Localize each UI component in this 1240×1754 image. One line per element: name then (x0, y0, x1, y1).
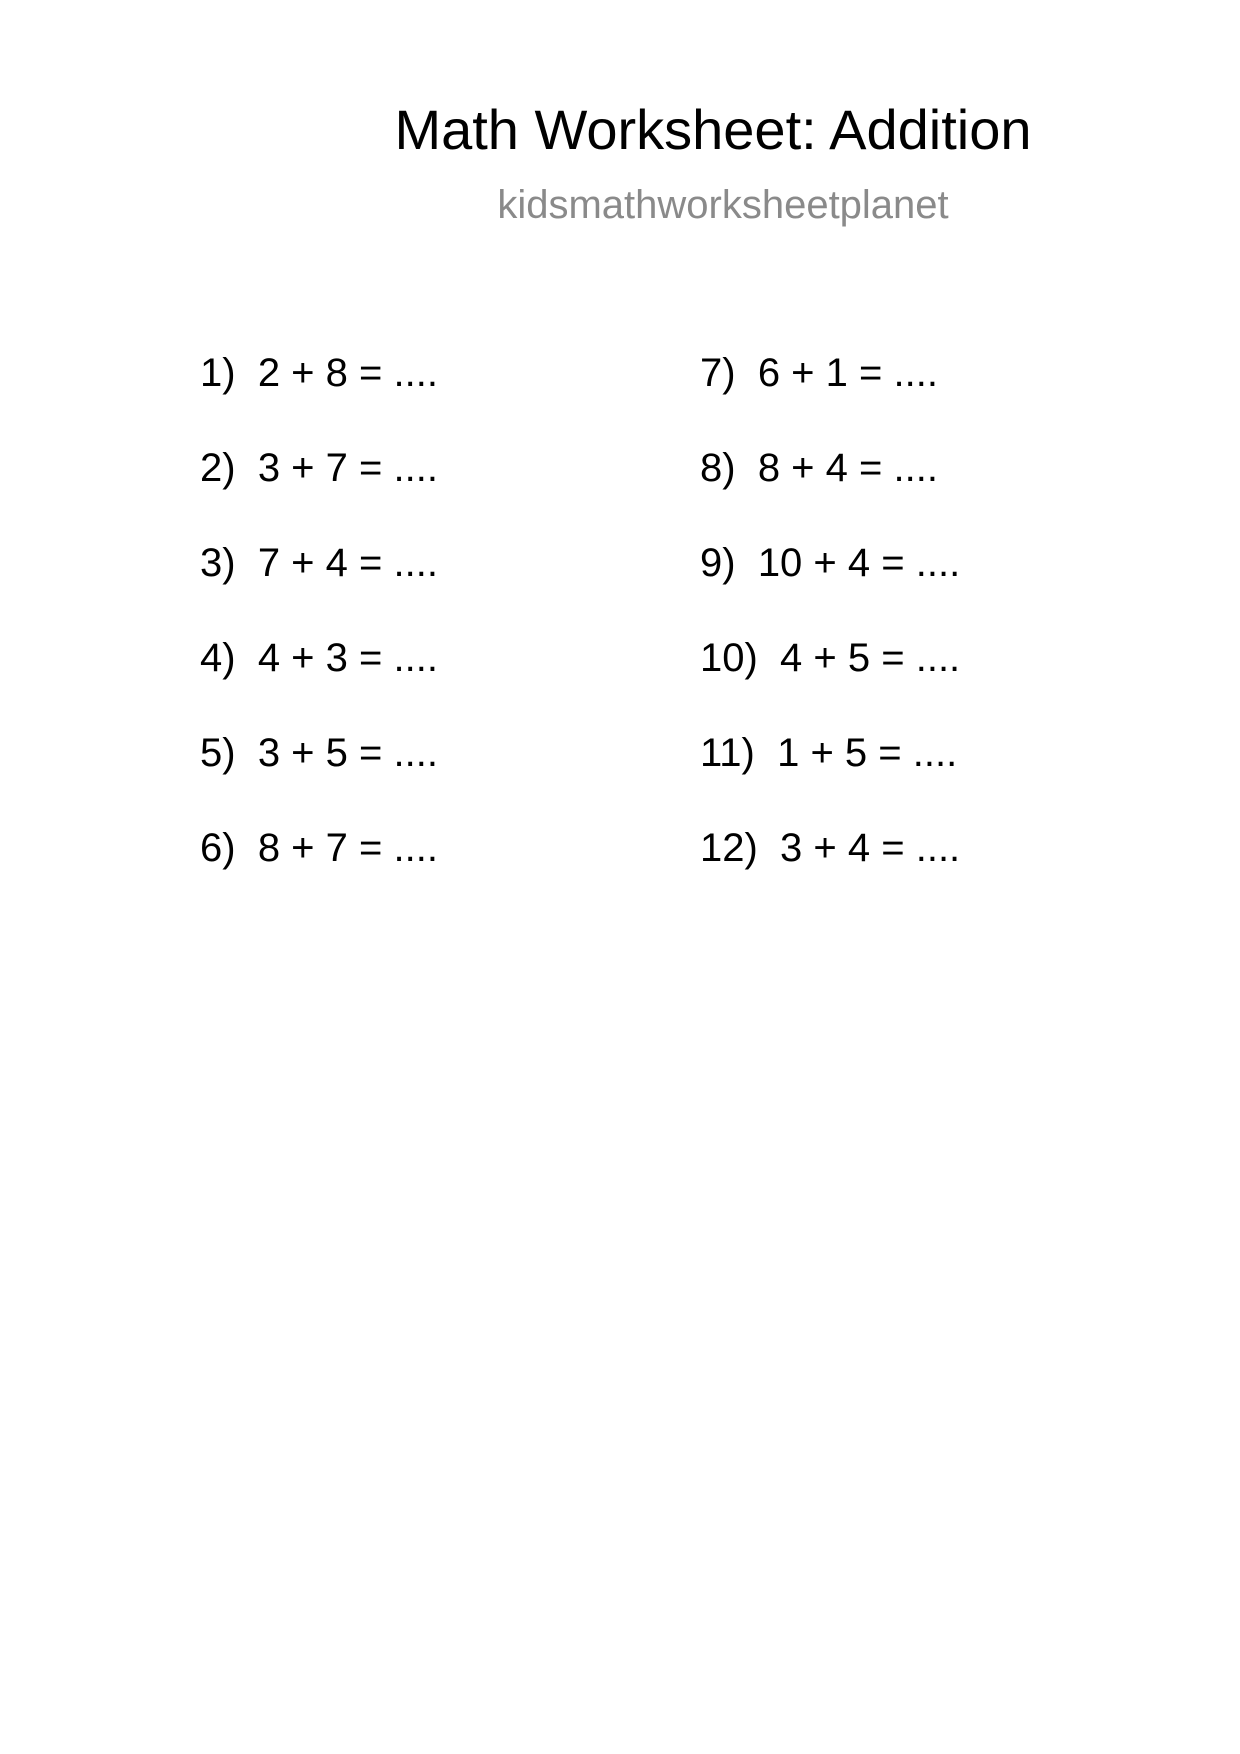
problem-number: 8) (700, 446, 736, 490)
problem-expression: 3 + 4 = .... (780, 826, 961, 870)
problem-9 (700, 540, 960, 635)
problem-expression: 2 + 8 = .... (257, 351, 438, 395)
problem-number: 7) (700, 351, 736, 395)
problem-number: 6) (200, 826, 236, 870)
problem-7 (700, 350, 960, 445)
problem-number: 1) (200, 351, 236, 395)
problem-expression: 7 + 4 = .... (257, 541, 438, 585)
problem-expression: 8 + 7 = .... (257, 826, 438, 870)
problem-11 (700, 730, 960, 825)
problem-6 (200, 825, 438, 920)
problem-3 (200, 540, 438, 635)
problem-12 (700, 825, 960, 920)
problem-number: 9) (700, 541, 736, 585)
problem-expression: 8 + 4 = .... (757, 446, 938, 490)
problem-2 (200, 445, 438, 540)
problem-expression: 4 + 3 = .... (257, 636, 438, 680)
problem-1 (200, 350, 438, 445)
problem-number: 5) (200, 731, 236, 775)
problem-number: 4) (200, 636, 236, 680)
problem-expression: 3 + 5 = .... (257, 731, 438, 775)
problem-4 (200, 635, 438, 730)
problem-expression: 10 + 4 = .... (757, 541, 961, 585)
problem-number: 10) (700, 636, 758, 680)
problem-expression: 6 + 1 = .... (757, 351, 938, 395)
problem-number: 12) (700, 826, 758, 870)
problems-right-column (700, 350, 960, 920)
page-title: Math Worksheet: Addition (394, 98, 1032, 161)
page-subtitle: kidsmathworksheetplanet (497, 183, 949, 227)
problems-left-column (200, 350, 438, 920)
problem-number: 2) (200, 446, 236, 490)
problem-8 (700, 445, 960, 540)
problem-number: 3) (200, 541, 236, 585)
problem-expression: 4 + 5 = .... (780, 636, 961, 680)
problem-expression: 1 + 5 = .... (777, 731, 958, 775)
problem-5 (200, 730, 438, 825)
problem-10 (700, 635, 960, 730)
problem-expression: 3 + 7 = .... (257, 446, 438, 490)
problem-number: 11) (700, 731, 755, 775)
